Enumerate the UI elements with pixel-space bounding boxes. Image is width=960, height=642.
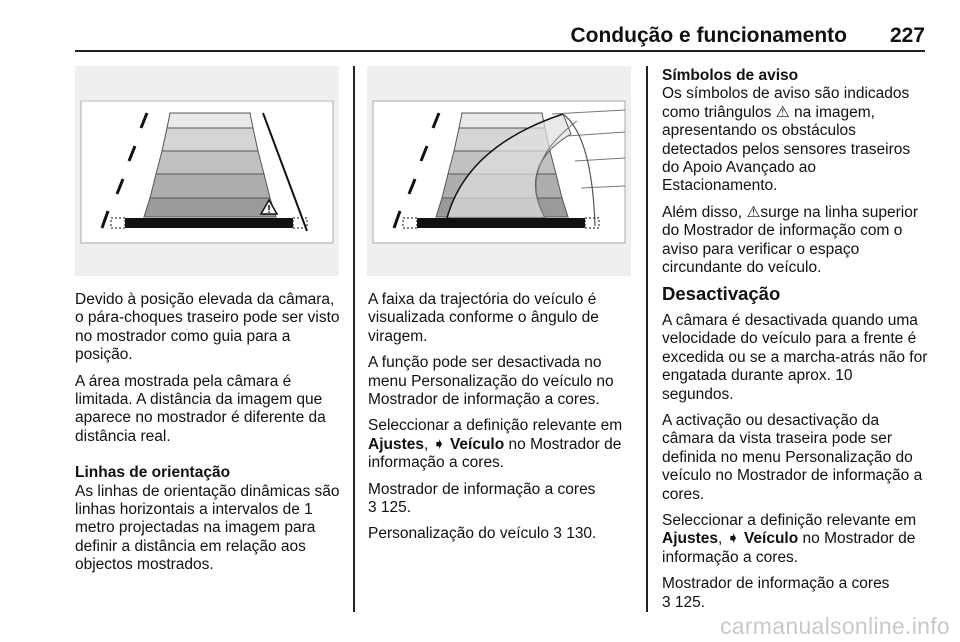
paragraph: A função pode ser desactivada no menu Personalização do veículo no Mostrador de informação a cores. bbox=[368, 354, 614, 409]
menu-veiculo: Veículo bbox=[743, 530, 799, 548]
column-3 bbox=[662, 67, 928, 620]
menu-veiculo: Veículo bbox=[449, 435, 505, 453]
camera-view-illustration-static bbox=[75, 66, 339, 276]
paragraph: As linhas de orientação dinâmicas são linhas horizontais a intervalos de 1 metro projectadas na imagem para definir a distância em relação aos objectos mostrados. bbox=[75, 482, 340, 574]
warning-triangle-icon: ⚠ bbox=[746, 203, 761, 221]
page-reference: 3 130. bbox=[553, 525, 597, 543]
arrow-icon: ➧ bbox=[726, 530, 740, 548]
column-1 bbox=[75, 291, 343, 583]
paragraph: Além disso, ⚠surge na linha superior do Mostrador de informação com o aviso para verificar o espaço circundante do veículo. bbox=[662, 203, 919, 277]
section-heading: Linhas de orientação bbox=[75, 464, 231, 482]
arrow-icon: ➧ bbox=[432, 435, 446, 453]
paragraph: A faixa da trajectória do veículo é visualizada conforme o ângulo de viragem. bbox=[368, 291, 599, 345]
paragraph: Devido à posição elevada da câmara, o pára-choques traseiro pode ser visto no mostrador como guia para a posição. bbox=[75, 291, 340, 364]
page-header bbox=[75, 24, 925, 48]
header-divider bbox=[75, 50, 925, 52]
paragraph: A câmara é desactivada quando uma velocidade do veículo para a frente é excedida ou se a marcha-atrás não for engatada durante aprox. 10 segundos. bbox=[662, 311, 928, 403]
paragraph: Os símbolos de aviso são indicados como triângulos ⚠ na imagem, apresentando os obstáculos detectados pelos sensores traseiros do Apoio Avançado ao Estacionamento. bbox=[662, 85, 911, 195]
menu-ajustes: Ajustes bbox=[368, 435, 424, 453]
page-reference: 3 125. bbox=[662, 593, 706, 611]
page-number: 227 bbox=[889, 24, 925, 47]
paragraph: Mostrador de informação a cores 3 125. bbox=[368, 480, 596, 517]
paragraph: Personalização do veículo 3 130. bbox=[368, 525, 597, 543]
camera-view-illustration-dynamic bbox=[367, 66, 631, 276]
paragraph: Seleccionar a definição relevante em Ajustes, ➧ Veículo no Mostrador de informação a cores. bbox=[662, 511, 917, 566]
column-divider-2 bbox=[646, 66, 648, 612]
menu-ajustes: Ajustes bbox=[662, 530, 718, 548]
watermark: carmanualsonline.info bbox=[719, 613, 950, 639]
paragraph: Seleccionar a definição relevante em Ajustes, ➧ Veículo no Mostrador de informação a cores. bbox=[368, 417, 623, 472]
section-heading: Símbolos de aviso bbox=[662, 67, 799, 84]
column-divider-1 bbox=[353, 66, 355, 612]
paragraph: A activação ou desactivação da câmara da vista traseira pode ser definida no menu Personalização do veículo no Mostrador de informação a cores. bbox=[662, 411, 923, 503]
chapter-title: Condução e funcionamento bbox=[570, 24, 847, 47]
warning-triangle-icon: ⚠ bbox=[775, 103, 790, 121]
paragraph: A área mostrada pela câmara é limitada. A distância da imagem que aparece no mostrador é diferente da distância real. bbox=[75, 372, 326, 445]
page-reference: 3 125. bbox=[368, 499, 412, 517]
column-2 bbox=[368, 291, 636, 552]
section-heading: Desactivação bbox=[662, 283, 781, 305]
paragraph: Mostrador de informação a cores 3 125. bbox=[662, 575, 890, 611]
